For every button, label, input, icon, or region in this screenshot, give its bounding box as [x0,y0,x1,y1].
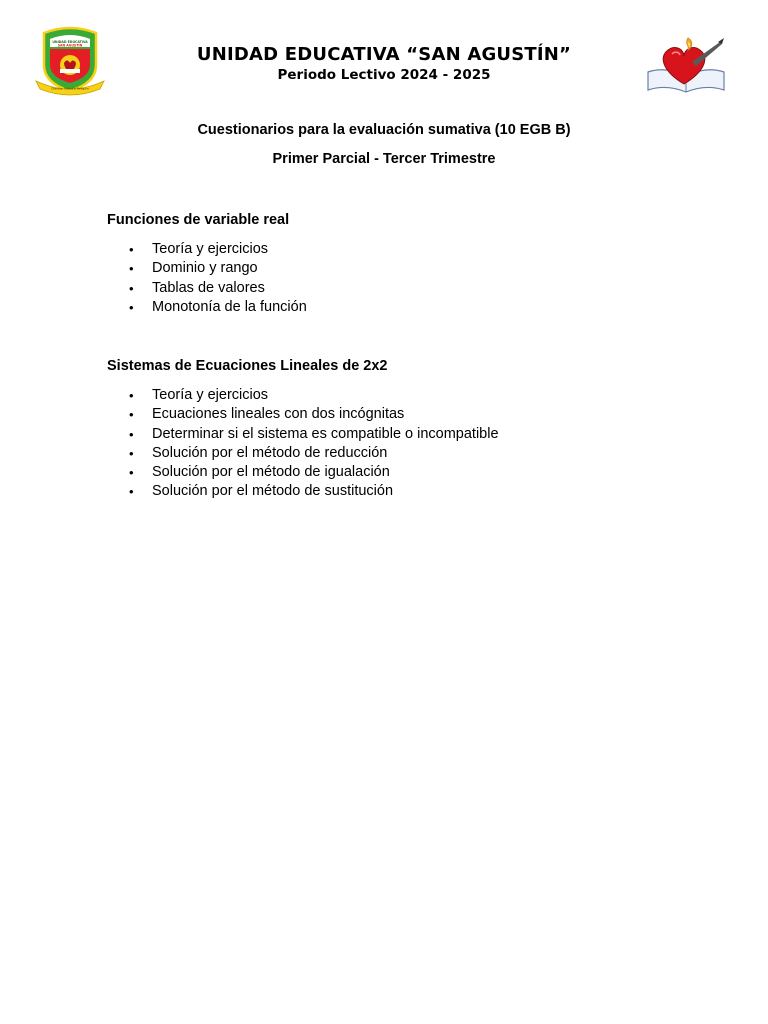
bullet-icon: • [129,299,134,315]
list-item [107,444,707,463]
bullet-icon: • [129,388,134,403]
list-item-text: Solución por el método de sustitución [152,483,394,500]
list-item [107,425,707,444]
topic-list [107,240,707,317]
crest-ribbon-text: Ciencia, Virtud y Religión [51,86,89,91]
list-item-text: Ecuaciones lineales con dos incógnitas [152,406,405,423]
bullet-icon: • [129,280,134,296]
crest-top-text: UNIDAD EDUCATIVA [52,40,88,44]
list-item [107,482,707,501]
list-item-text: Determinar si el sistema es compatible o incompatible [152,425,499,442]
section-heading: Sistemas de Ecuaciones Lineales de 2x2 [107,358,388,374]
list-item [107,463,707,482]
list-item-text: Solución por el método de reducción [152,444,388,461]
school-name: UNIDAD EDUCATIVA “SAN AGUSTÍN” [196,44,572,65]
list-item-text: Dominio y rango [152,260,258,277]
section-sistemas [107,357,707,502]
school-period: Periodo Lectivo 2024 - 2025 [277,67,491,83]
list-item-text: Teoría y ejercicios [152,387,269,403]
list-item [107,386,707,405]
bullet-icon: • [129,484,134,500]
list-item-text: Tablas de valores [152,279,265,296]
list-item-text: Teoría y ejercicios [152,241,269,257]
list-item-text: Solución por el método de igualación [152,464,390,481]
document-subtitle: Primer Parcial - Tercer Trimestre [272,151,496,167]
list-item [107,405,707,424]
heart-book-flame-icon [644,28,728,96]
bullet-icon: • [129,445,134,461]
section-funciones [107,211,707,317]
bullet-icon: • [129,407,134,423]
bullet-icon: • [129,426,134,442]
bullet-icon: • [129,261,134,277]
document-title: Cuestionarios para la evaluación sumativa (10 EGB B) [197,122,571,138]
topic-list [107,386,707,502]
bullet-icon: • [129,465,134,481]
list-item-text: Monotonía de la función [152,298,307,315]
bullet-icon: • [129,242,134,257]
list-item [107,240,707,259]
section-heading: Funciones de variable real [107,212,290,228]
list-item [107,279,707,298]
list-item [107,259,707,278]
crest-name-text: SAN AGUSTÍN [57,43,83,48]
list-item [107,298,707,317]
